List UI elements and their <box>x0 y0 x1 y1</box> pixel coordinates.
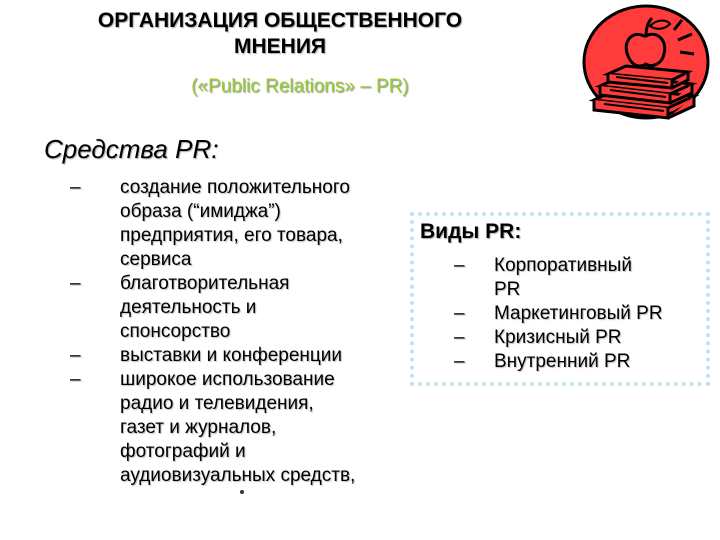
list-item-line: фотографий и <box>120 441 246 462</box>
list-item-line: Маркетинговый PR <box>494 303 663 324</box>
list-item-line: Корпоративный <box>494 255 632 276</box>
list-item-line: спонсорство <box>120 321 231 342</box>
slide-title <box>20 8 540 60</box>
bullet-dash: – <box>70 273 81 294</box>
truncated-glyph <box>240 490 244 494</box>
list-item-line: Внутренний PR <box>494 351 631 372</box>
slide-title-line-1: ОРГАНИЗАЦИЯ ОБЩЕСТВЕННОГО <box>97 9 463 32</box>
slide-title-line-2: МНЕНИЯ <box>233 35 327 58</box>
list-item-line: аудиовизуальных средств, <box>120 465 356 486</box>
bullet-dash: – <box>70 177 81 198</box>
bullet-dash: – <box>70 369 81 390</box>
list-item-line: выставки и конференции <box>120 345 343 366</box>
list-item-line: Кризисный PR <box>494 327 622 348</box>
list-item <box>70 176 410 272</box>
truncated-text-row <box>120 488 410 498</box>
bullet-dash: – <box>70 345 81 366</box>
bullet-dash: – <box>454 255 465 276</box>
list-item <box>454 326 704 350</box>
types-list <box>454 254 704 374</box>
list-item <box>70 272 410 344</box>
books-and-apple-icon <box>574 0 720 130</box>
types-heading: Виды PR: <box>420 220 522 243</box>
list-item-line: газет и журналов, <box>120 417 277 438</box>
means-heading: Средства PR: <box>44 134 219 164</box>
list-item-line: образа (“имиджа”) <box>120 201 281 222</box>
list-item-line: деятельность и <box>120 297 257 318</box>
list-item-line: сервиса <box>120 249 192 270</box>
list-item <box>454 254 704 302</box>
list-item <box>454 302 704 326</box>
list-item <box>454 350 704 374</box>
means-list <box>70 176 410 498</box>
list-item-line: создание положительного <box>120 177 350 198</box>
list-item-line: PR <box>494 279 521 300</box>
bullet-dash: – <box>454 303 465 324</box>
slide-subtitle: («Public Relations» – PR) <box>191 76 409 97</box>
list-item <box>70 344 410 368</box>
list-item-line: предприятия, его товара, <box>120 225 343 246</box>
bullet-dash: – <box>454 327 465 348</box>
list-item <box>70 368 410 498</box>
list-item-line: широкое использование <box>120 369 335 390</box>
list-item-line: благотворительная <box>120 273 290 294</box>
bullet-dash: – <box>454 351 465 372</box>
list-item-line: радио и телевидения, <box>120 393 314 414</box>
